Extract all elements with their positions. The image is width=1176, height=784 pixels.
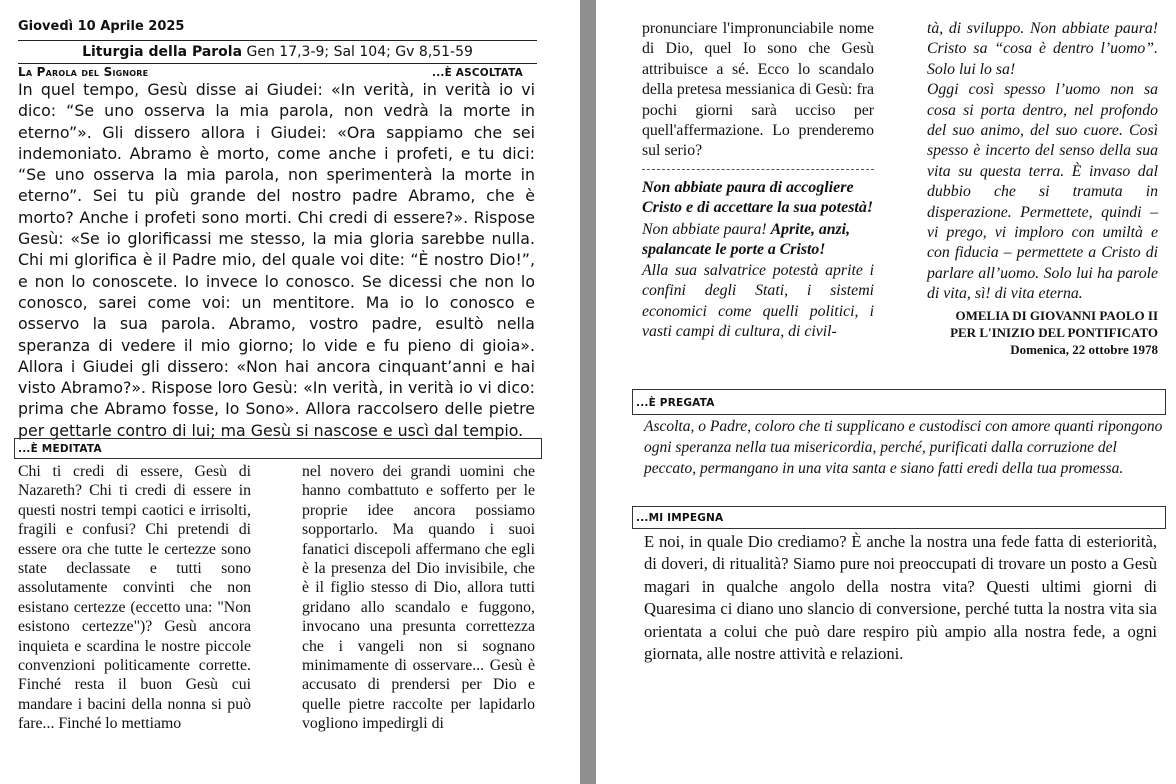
right-column-1 xyxy=(642,19,874,343)
quote-paragraph-2: Alla sua salvatrice potestà aprite i confini degli Stati, i sistemi economici come quelli politici, i vasti campi di cultura, di civil- xyxy=(642,261,874,341)
quote-paragraph-1 xyxy=(642,220,874,261)
meditation-column-1: Chi ti credi di essere, Gesù di Nazareth? Chi ti credi di essere in questi nostri tempi caotici e irrisolti, fragili e confusi? Chi pretendi di essere ora che tutte le certezze sono state declassate e tutti sono assolutamente convinti che non esistano certezze (eccetto una: "Non esistono certezze")? Gesù ancora inquieta e scardina le nostre piccole convenzioni politicamente corrette. Finché resta il buon Gesù cui mandare i bacini della nonna si può fare... Finché lo mettiamo xyxy=(18,463,251,733)
ascoltata-label: ...È ASCOLTATA xyxy=(432,67,523,79)
quote-paragraph-4: Oggi così spesso l’uomo non sa cosa si porta dentro, nel profondo del suo animo, del suo cuore. Così spesso è incerto del senso della sua vita su questa terra. È invaso dal dubbio che si tramuta in disperazione. Permettete, quindi – vi prego, vi imploro con umiltà e con fiducia – permettete a Cristo di parlare all’uomo. Solo lui ha parole di vita, sì! di vita eterna. xyxy=(927,81,1158,303)
liturgia-heading xyxy=(18,44,537,60)
pregata-section-header: ...È PREGATA xyxy=(632,389,1166,415)
homily-signature xyxy=(927,307,1158,358)
signature-line-2: PER L'INIZIO DEL PONTIFICATO xyxy=(950,324,1158,340)
liturgia-title: Liturgia della Parola xyxy=(82,44,243,60)
dashed-divider xyxy=(642,169,874,170)
signature-line-1: OMELIA DI GIOVANNI PAOLO II xyxy=(955,307,1158,323)
quote-paragraph-3: tà, di sviluppo. Non abbiate paura! Cristo sa “cosa è dentro l’uomo”. Solo lui lo sa! xyxy=(927,20,1158,78)
right-column-2 xyxy=(927,19,1158,358)
quote-p1-start: Non abbiate paura! xyxy=(642,220,767,238)
date-header: Giovedì 10 Aprile 2025 xyxy=(18,19,185,34)
meditation-continuation: pronunciare l'impronunciabile nome di Dio, quel Io sono che Gesù attribuisce a sé. Ecco lo scandalo della pretesa messianica di Gesù: fra pochi giorni sarà ucciso per quell'affermazione. Lo prenderemo sul serio? xyxy=(642,20,874,160)
meditata-section-header: ...È MEDITATA xyxy=(14,438,542,459)
prayer-text: Ascolta, o Padre, coloro che ti supplicano e custodisci con amore quanti ripongono ogni speranza nella tua misericordia, perché, purificati dalla corruzione del peccato, permangano in una vita santa e siano fatti eredi della tua promessa. xyxy=(644,418,1163,477)
right-page xyxy=(596,0,1176,784)
header-rule xyxy=(18,40,537,41)
quote-title: Non abbiate paura di accogliere Cristo e di accettare la sua potestà! xyxy=(642,178,874,217)
left-page xyxy=(0,0,580,784)
meditation-column-2: nel novero dei grandi uomini che hanno combattuto e sofferto per le proprie idee ancora possiamo sopportarlo. Ma quando i suoi fanatici discepoli affermano che egli è la presenza del Dio invisibile, che è il figlio stesso di Dio, allora tutti gridano allo scandalo e fuggono, invocano una presunta correttezza che i vangeli non si sognano minimamente di osservare... Gesù è accusato di prendersi per Dio e quelle pietre raccolte per lapidarlo vogliono impedirgli di xyxy=(302,463,535,733)
parola-label: La Parola del Signore xyxy=(18,65,149,79)
liturgia-refs: Gen 17,3-9; Sal 104; Gv 8,51-59 xyxy=(246,44,473,60)
commitment-text: E noi, in quale Dio crediamo? È anche la nostra una fede fatta di esteriorità, di doveri, di ritualità? Siamo pure noi preoccupati di trovare un posto a Gesù magari in qualche angolo della nostra vita? Questi ultimi giorni di Quaresima ci diano uno slancio di conversione, perché tutta la nostra vita sia orientata a colui che può dare respiro più ampio alla nostra fede, a ogni giornata, alle nostre attività e relazioni. xyxy=(644,532,1157,664)
gospel-text: In quel tempo, Gesù disse ai Giudei: «In verità, in verità io vi dico: “Se uno osserva la mia parola, non vedrà la morte in eterno”». Gli dissero allora i Giudei: «Ora sappiamo che sei indemoniato. Abramo è morto, come anche i profeti, e tu dici: “Se uno osserva la mia parola, non sperimenterà la morte in eterno”. Sei tu più grande del nostro padre Abramo, che è morto? Anche i profeti sono morti. Chi credi di essere?». Rispose Gesù: «Se io glorificassi me stesso, la mia gloria sarebbe nulla. Chi mi glorifica è il Padre mio, del quale voi dite: “È nostro Dio!”, e non lo conoscete. Io invece lo conosco. Se dicessi che non lo conosco, sarei come voi: un mentitore. Ma io lo conosco e osservo la sua parola. Abramo, vostro padre, esultò nella speranza di vedere il mio giorno; lo vide e fu pieno di gioia». Allora i Giudei gli dissero: «Non hai ancora cinquant’anni e hai visto Abramo?». Rispose loro Gesù: «In verità, in verità io vi dico: prima che Abramo fosse, Io Sono». Allora raccolsero delle pietre per gettarle contro di lui; ma Gesù si nascose e uscì dal tempio. xyxy=(18,80,535,440)
page-gutter xyxy=(580,0,596,784)
quote-p1-bold: Aprite, anzi, spalancate le porte a Cristo! xyxy=(642,220,851,259)
signature-line-3: Domenica, 22 ottobre 1978 xyxy=(1010,341,1158,357)
impegna-section-header: ...MI IMPEGNA xyxy=(632,506,1166,529)
liturgia-rule xyxy=(18,63,537,64)
